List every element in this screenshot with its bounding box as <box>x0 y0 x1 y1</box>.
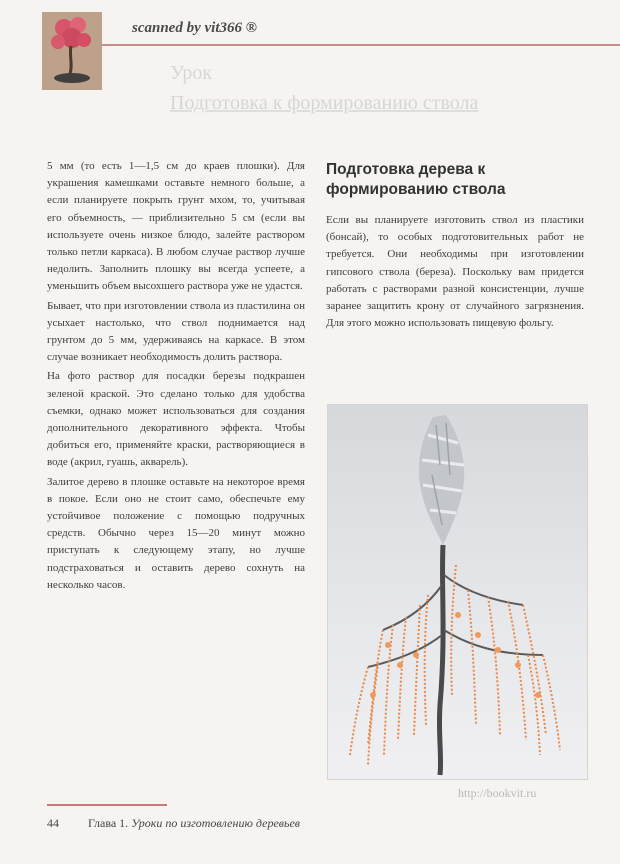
running-footer <box>88 816 300 831</box>
chapter-title: Уроки по изготовлению деревьев <box>131 816 300 830</box>
chapter-label: Глава 1. <box>88 816 129 830</box>
section-heading: Подготовка дерева к формированию ствола <box>326 161 506 198</box>
paragraph: 5 мм (то есть 1—1,5 см до краев плошки). Для украшения камешками оставьте немного больше, а если планируете покрыть грунт мхом, то, учитывая его объемность, — приблизительно 5 см (если вы используете очень низкое блюдо, залейте раствором только петли каркаса). В любом случае раствор лучше недолить. Заполнить плошку вы всегда успеете, а уменьшить объем высохшего раствора уже не удастся. <box>47 160 305 293</box>
bonsai-thumbnail-image <box>42 12 102 90</box>
left-column <box>47 158 305 596</box>
ghost-line-2: Подготовка к формированию ствола <box>170 92 479 114</box>
header-rule <box>102 44 620 46</box>
paragraph: На фото раствор для посадки березы подкрашен зеленой краской. Это сделано только для удобства съемки, однако может использоваться для создания дополнительного декоративного эффекта. Чтобы добиться его, применяйте краски, растворяющиеся в воде (акрил, гуашь, акварель). <box>47 370 305 469</box>
ghost-line-1: Урок <box>170 62 213 84</box>
scan-credit: scanned by vit366 ® <box>132 20 257 36</box>
paragraph: Бывает, что при изготовлении ствола из пластилина он усыхает настолько, что ствол поднимается над грунтом до 5 мм, удерживаясь на каркасе. В этом случае возникает необходимость долить раствора. <box>47 299 305 364</box>
paragraph: Залитое дерево в плошке оставьте на некоторое время в покое. Если оно не стоит само, обеспечьте ему устойчивое положение с помощью подручных средств. Обычно через 15—20 минут можно приступать к следующему этапу, но лучше подстраховаться и оставить дерево сохнуть на несколько часов. <box>47 475 305 591</box>
bleed-through-text <box>170 58 610 122</box>
watermark-url: http://bookvit.ru <box>458 786 537 800</box>
footer-rule <box>47 804 167 806</box>
tree-photo <box>327 404 588 780</box>
paragraph: Если вы планируете изготовить ствол из пластики (бонсай), то особых подготовительных работ не требуется. Они необходимы при изготовлении гипсового ствола (береза). Поскольку вам придется работать с растворами разной консистенции, лучше заранее защитить крону от случайного загрязнения. Для этого можно использовать пищевую фольгу. <box>326 214 584 330</box>
page-number: 44 <box>47 816 59 830</box>
right-column <box>326 212 584 332</box>
